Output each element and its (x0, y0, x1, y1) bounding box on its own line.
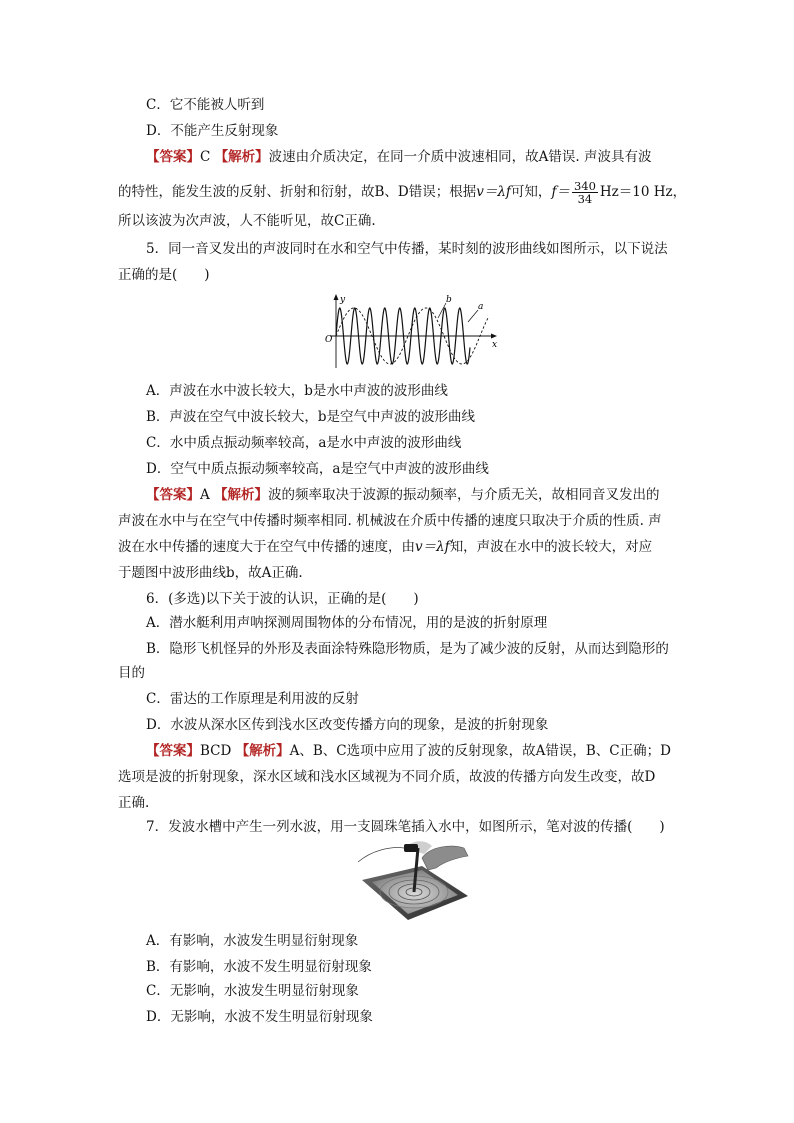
explanation-text: A、B、C选项中应用了波的反射现象，故A错误，B、C正确；D (289, 743, 671, 759)
q6-explanation-line3: 正确. (118, 795, 150, 811)
q7-option-a: A．有影响，水波发生明显衍射现象 (146, 933, 359, 949)
q5-stem-line1: 5．同一音叉发出的声波同时在水和空气中传播，某时刻的波形曲线如图所示，以下说法 (146, 241, 668, 257)
explanation-text: 波速由介质决定，在同一介质中波速相同，故A错误. 声波具有波 (268, 149, 652, 165)
formula: v＝λf (476, 184, 511, 200)
wave-source-wire (358, 848, 404, 862)
q5-explanation-line4: 于题图中波形曲线b，故A正确. (118, 565, 303, 581)
label-a-pointer (468, 310, 478, 322)
x-axis-arrow (491, 334, 497, 339)
q5-stem-line2: 正确的是( ) (118, 267, 210, 283)
answer-tag: 【答案】 (146, 487, 200, 503)
formula: v＝λf (415, 539, 450, 555)
q6-option-a: A．潜水艇利用声呐探测周围物体的分布情况，用的是波的折射原理 (146, 615, 548, 631)
fraction-numerator: 340 (573, 179, 596, 193)
q6-option-c: C．雷达的工作原理是利用波的反射 (146, 691, 359, 707)
q5-option-a: A．声波在水中波长较大，b是水中声波的波形曲线 (146, 383, 448, 399)
prev-explanation-line2 (118, 180, 686, 205)
hand (422, 846, 468, 870)
q5-explanation-line2: 声波在水中与在空气中传播时频率相同. 机械波在介质中传播的速度只取决于介质的性质. 声 (118, 513, 662, 529)
y-axis-label: y (340, 295, 346, 305)
prev-explanation-line3: 所以该波为次声波，人不能听见，故C正确. (118, 213, 376, 229)
explanation-text: Hz＝10 Hz， (599, 184, 687, 200)
x-axis-label: x (492, 340, 498, 350)
answer-tag: 【答案】 (146, 149, 200, 165)
analysis-tag: 【解析】 (214, 487, 269, 503)
q5-option-c: C．水中质点振动频率较高，a是水中声波的波形曲线 (146, 435, 462, 451)
answer-value: BCD (200, 743, 232, 759)
label-b-pointer (438, 303, 446, 318)
q7-option-c: C．无影响，水波发生明显衍射现象 (146, 983, 359, 999)
analysis-tag: 【解析】 (214, 149, 269, 165)
ripple-tank-illustration (352, 840, 472, 924)
answer-value: A (200, 487, 210, 503)
explanation-text: 可知， (510, 184, 552, 200)
fraction (572, 180, 598, 205)
q6-option-d: D．水波从深水区传到浅水区改变传播方向的现象，是波的折射现象 (146, 717, 549, 733)
q7-option-d: D．无影响，水波不发生明显衍射现象 (146, 1009, 373, 1025)
formula-f: f＝ (551, 184, 570, 200)
explanation-text: 知，声波在水中的波长较大，对应 (449, 539, 653, 555)
q6-stem: 6．(多选)以下关于波的认识，正确的是( ) (146, 591, 419, 607)
wave-figure (322, 292, 502, 372)
prev-option-d: D．不能产生反射现象 (146, 123, 279, 139)
q5-option-b: B．声波在空气中波长较大，b是空气中声波的波形曲线 (146, 409, 476, 425)
explanation-text: 波在水中传播的速度大于在空气中传播的速度，由 (118, 539, 415, 555)
curve-a-label: a (478, 302, 484, 312)
q6-option-b-line1: B．隐形飞机怪异的外形及表面涂特殊隐形物质，是为了减少波的反射，从而达到隐形的 (146, 641, 669, 657)
q5-option-d: D．空气中质点振动频率较高，a是空气中声波的波形曲线 (146, 461, 489, 477)
curve-b-label: b (446, 295, 452, 305)
y-axis-arrow (334, 294, 339, 300)
pen-cap (404, 844, 418, 852)
fraction-denominator: 34 (577, 192, 593, 206)
q6-explanation-line2: 选项是波的折射现象，深水区域和浅水区域视为不同介质，故波的传播方向发生改变，故D (118, 769, 656, 785)
explanation-text: 波的频率取决于波源的振动频率，与介质无关，故相同音叉发出的 (268, 487, 660, 503)
q5-explanation-line1 (146, 486, 660, 504)
q6-option-b-line2: 目的 (118, 665, 145, 681)
prev-explanation-line1 (146, 148, 651, 166)
q5-explanation-line3 (118, 538, 652, 556)
explanation-text: 的特性，能发生波的反射、折射和衍射，故B、D错误；根据 (118, 184, 477, 200)
q7-stem: 7．发波水槽中产生一列水波，用一支圆珠笔插入水中，如图所示，笔对波的传播( ) (146, 819, 665, 835)
prev-option-c: C．它不能被人听到 (146, 97, 265, 113)
q6-explanation-line1 (146, 742, 671, 760)
analysis-tag: 【解析】 (235, 743, 290, 759)
answer-tag: 【答案】 (146, 743, 200, 759)
answer-value: C (200, 149, 211, 165)
origin-label: O (325, 335, 333, 345)
q7-option-b: B．有影响，水波不发生明显衍射现象 (146, 959, 372, 975)
